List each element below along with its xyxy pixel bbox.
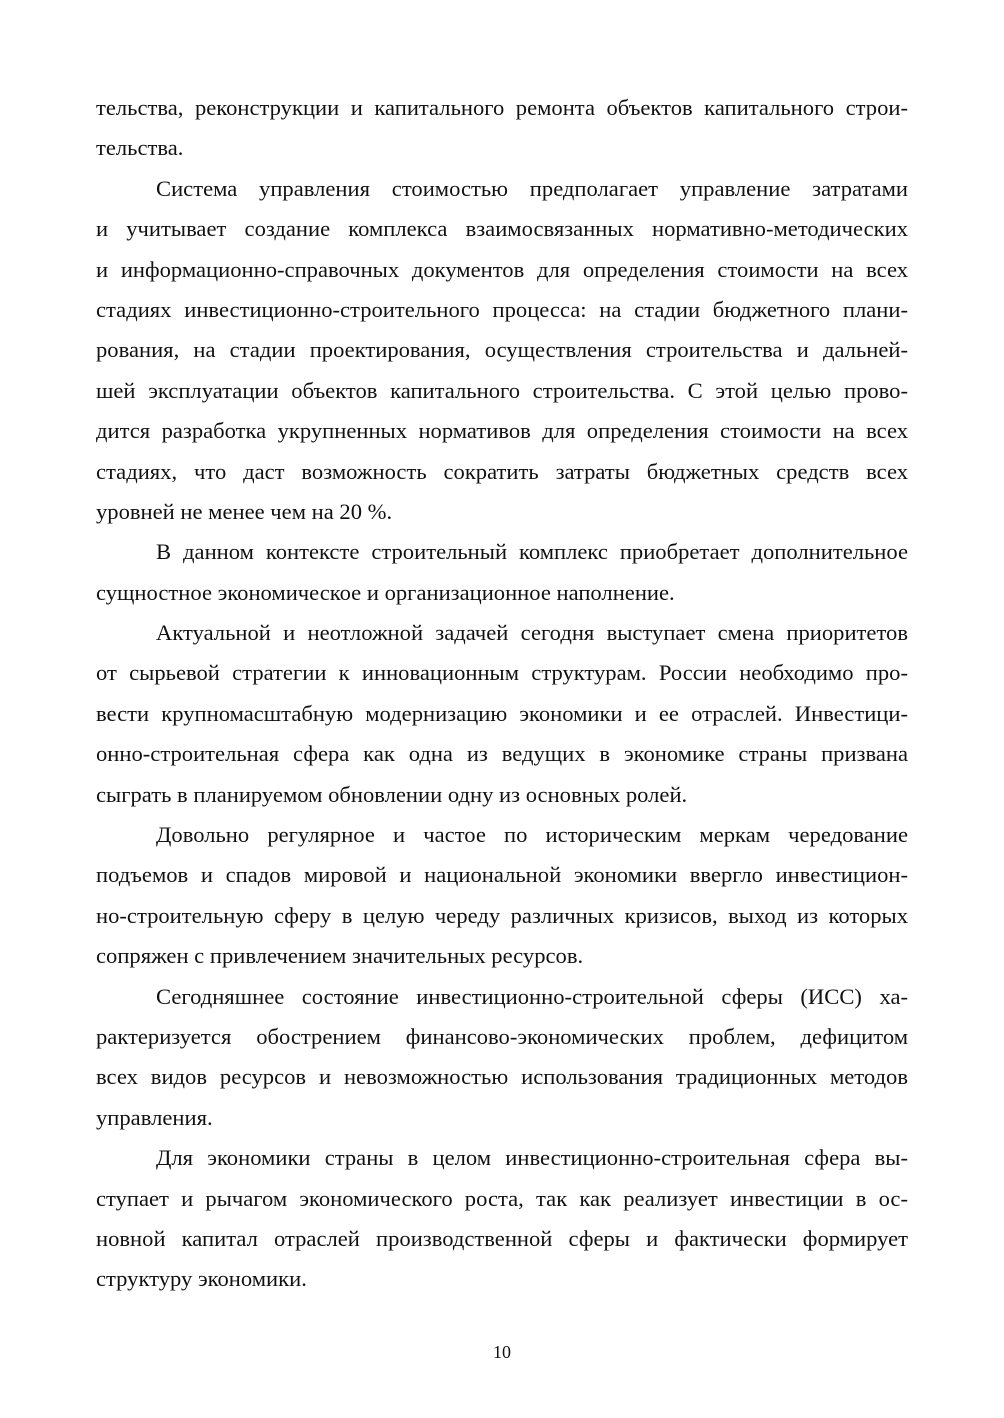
text-line: от сырьевой стратегии к инновационным структурам. России необходимо про- — [96, 660, 908, 686]
text-line: но-строительную сферу в целую череду различных кризисов, выход из которых — [96, 902, 908, 928]
text-line: рактеризуется обострением финансово-экономических проблем, дефицитом — [96, 1023, 908, 1049]
paragraph-current-state — [96, 977, 908, 1139]
text-line: тельства. — [96, 135, 184, 161]
text-line: управления. — [96, 1104, 213, 1130]
text-line: подъемов и спадов мировой и национальной экономики ввергло инвестицион- — [96, 862, 908, 888]
text-line: Система управления стоимостью предполагает управление затратами — [156, 175, 908, 201]
text-line: всех видов ресурсов и невозможностью использования традиционных методов — [96, 1064, 908, 1090]
text-line: структуру экономики. — [96, 1266, 307, 1292]
text-line: Актуальной и неотложной задачей сегодня выступает смена приоритетов — [156, 620, 908, 646]
text-line: уровней не менее чем на 20 %. — [96, 498, 393, 524]
text-line: вести крупномасштабную модернизацию экономики и ее отраслей. Инвестици- — [96, 700, 908, 726]
text-line: и информационно-справочных документов для определения стоимости на всех — [96, 256, 908, 282]
paragraph-continuation — [96, 88, 908, 169]
text-line: дится разработка укрупненных нормативов для определения стоимости на всех — [96, 418, 908, 444]
text-line: сыграть в планируемом обновлении одну из основных ролей. — [96, 781, 688, 807]
paragraph-economic-growth — [96, 1138, 908, 1300]
text-line: ступает и рычагом экономического роста, так как реализует инвестиции в ос- — [96, 1185, 908, 1211]
document-body — [96, 88, 908, 1300]
text-line: тельства, реконструкции и капитального ремонта объектов капитального строи- — [96, 95, 908, 120]
text-line: сопряжен с привлечением значительных ресурсов. — [96, 943, 584, 969]
paragraph-context — [96, 532, 908, 613]
text-line: Сегодняшнее состояние инвестиционно-строительной сферы (ИСС) ха- — [156, 983, 908, 1009]
text-line: и учитывает создание комплекса взаимосвязанных нормативно-методических — [96, 216, 908, 242]
text-line: рования, на стадии проектирования, осуществления строительства и дальней- — [96, 337, 908, 363]
text-line: стадиях инвестиционно-строительного процесса: на стадии бюджетного плани- — [96, 296, 908, 322]
text-line: Для экономики страны в целом инвестиционно-строительная сфера вы- — [156, 1145, 908, 1171]
text-line: онно-строительная сфера как одна из ведущих в экономике страны призвана — [96, 741, 908, 767]
paragraph-priorities — [96, 613, 908, 815]
text-line: стадиях, что даст возможность сократить затраты бюджетных средств всех — [96, 458, 908, 484]
paragraph-cost-management — [96, 169, 908, 533]
text-line: новной капитал отраслей производственной сферы и фактически формирует — [96, 1225, 908, 1251]
text-line: В данном контексте строительный комплекс приобретает дополнительное — [156, 539, 908, 565]
text-line: Довольно регулярное и частое по историческим меркам чередование — [156, 822, 908, 848]
page-number: 10 — [493, 1342, 511, 1362]
text-line: сущностное экономическое и организационное наполнение. — [96, 579, 675, 605]
paragraph-crises — [96, 815, 908, 977]
text-line: шей эксплуатации объектов капитального строительства. С этой целью прово- — [96, 377, 908, 403]
